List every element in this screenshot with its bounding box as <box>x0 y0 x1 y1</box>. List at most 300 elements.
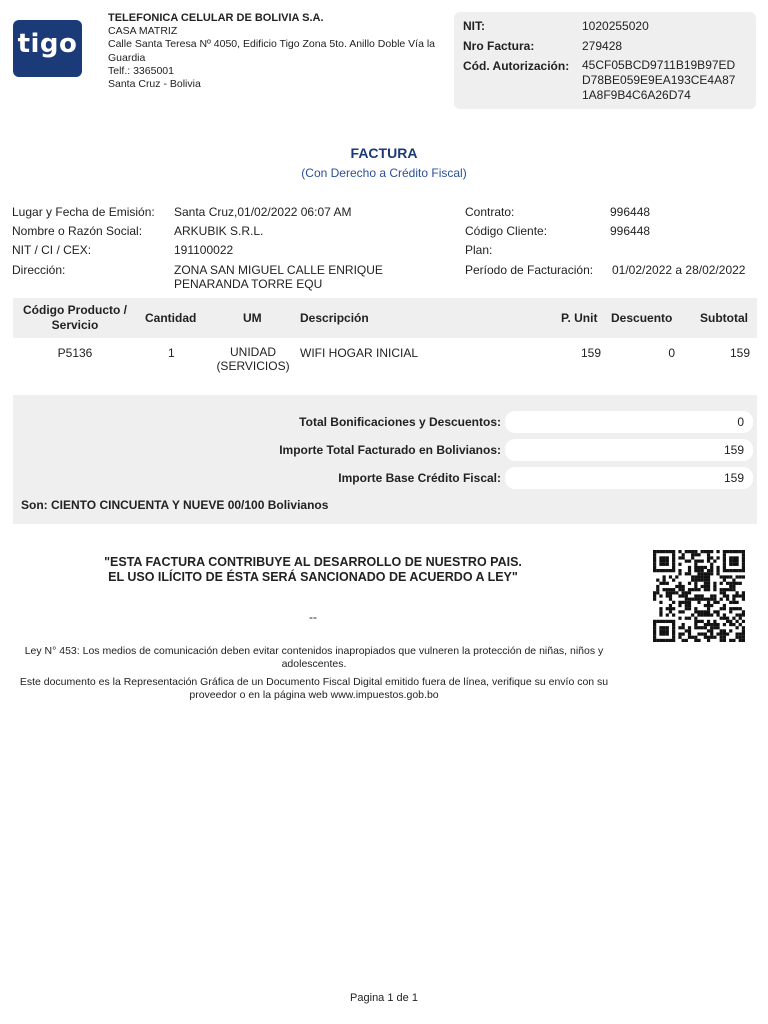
authorization-value: 45CF05BCD9711B19B97ED D78BE059E9EA193CE4A87 1A8F9B4C6A26D74 <box>582 58 736 102</box>
qr-module <box>666 632 669 635</box>
qr-module <box>720 607 723 610</box>
qr-module <box>729 623 732 626</box>
qr-module <box>694 582 697 585</box>
invoice-subtitle: (Con Derecho a Crédito Fiscal) <box>301 166 467 180</box>
qr-module <box>742 550 745 553</box>
qr-module <box>707 585 710 588</box>
qr-module <box>688 566 691 569</box>
qr-module <box>723 553 726 556</box>
qr-module <box>710 566 713 569</box>
qr-module <box>663 629 666 632</box>
qr-module <box>723 575 726 578</box>
qr-module <box>669 604 672 607</box>
qr-module <box>732 598 735 601</box>
qr-module <box>720 588 723 591</box>
qr-module <box>704 550 707 553</box>
qr-module <box>659 632 662 635</box>
qr-module <box>742 560 745 563</box>
qr-module <box>729 550 732 553</box>
qr-module <box>704 613 707 616</box>
qr-module <box>716 569 719 572</box>
qr-module <box>694 566 697 569</box>
qr-module <box>672 591 675 594</box>
qr-module <box>653 598 656 601</box>
qr-module <box>710 598 713 601</box>
qr-module <box>666 591 669 594</box>
qr-module <box>720 575 723 578</box>
qr-module <box>697 566 700 569</box>
qr-module <box>682 556 685 559</box>
qr-module <box>694 550 697 553</box>
qr-module <box>666 569 669 572</box>
qr-module <box>710 613 713 616</box>
qr-module <box>672 560 675 563</box>
qr-module <box>701 575 704 578</box>
qr-module <box>697 639 700 642</box>
qr-module <box>688 601 691 604</box>
qr-module <box>694 639 697 642</box>
qr-module <box>704 575 707 578</box>
qr-module <box>663 632 666 635</box>
qr-module <box>682 594 685 597</box>
qr-module <box>701 572 704 575</box>
qr-module <box>672 639 675 642</box>
qr-module <box>678 636 681 639</box>
qr-module <box>707 620 710 623</box>
qr-module <box>720 636 723 639</box>
qr-module <box>669 569 672 572</box>
qr-module <box>691 579 694 582</box>
totals-section <box>13 395 757 524</box>
qr-module <box>704 585 707 588</box>
qr-module <box>701 632 704 635</box>
qr-module <box>707 629 710 632</box>
qr-module <box>688 604 691 607</box>
legend-line-1: "ESTA FACTURA CONTRIBUYE AL DESARROLLO DE NUESTRO PAIS. <box>104 555 522 569</box>
qr-module <box>701 560 704 563</box>
qr-module <box>694 588 697 591</box>
qr-module <box>713 598 716 601</box>
total-value: 159 <box>723 443 744 457</box>
qr-module <box>729 560 732 563</box>
qr-module <box>716 626 719 629</box>
qr-module <box>672 569 675 572</box>
qr-module <box>691 598 694 601</box>
qr-module <box>716 632 719 635</box>
qr-module <box>713 601 716 604</box>
qr-module <box>723 560 726 563</box>
qr-module <box>742 620 745 623</box>
col-qty-header: Cantidad <box>145 311 197 325</box>
qr-module <box>688 629 691 632</box>
col-subtotal-header: Subtotal <box>700 311 748 325</box>
qr-module <box>742 610 745 613</box>
invoice-number-value: 279428 <box>582 39 623 53</box>
tax-base-box <box>505 467 753 489</box>
qr-module <box>742 629 745 632</box>
qr-module <box>672 607 675 610</box>
qr-module <box>678 594 681 597</box>
qr-module <box>742 613 745 616</box>
qr-module <box>729 639 732 642</box>
qr-module <box>707 556 710 559</box>
discounts-box <box>505 411 753 433</box>
qr-module <box>729 607 732 610</box>
qr-module <box>735 632 738 635</box>
qr-module <box>691 636 694 639</box>
qr-module <box>704 623 707 626</box>
qr-module <box>729 629 732 632</box>
qr-module <box>666 639 669 642</box>
qr-module <box>710 604 713 607</box>
qr-module <box>678 550 681 553</box>
qr-module <box>701 566 704 569</box>
qr-module <box>697 575 700 578</box>
qr-module <box>707 579 710 582</box>
qr-module <box>697 594 700 597</box>
qr-module <box>672 613 675 616</box>
qr-module <box>716 623 719 626</box>
qr-module <box>723 604 726 607</box>
qr-module <box>701 579 704 582</box>
qr-module <box>713 585 716 588</box>
company-address: Calle Santa Teresa Nº 4050, Edificio Tigo Zona 5to. Anillo Doble Vía la Guardia <box>108 38 436 64</box>
law-note: Ley N° 453: Los medios de comunicación deben evitar contenidos inapropiados que vulneren la protección de niñas, niños y adolescentes. <box>24 645 604 670</box>
qr-module <box>704 636 707 639</box>
qr-module <box>704 610 707 613</box>
qr-module <box>697 598 700 601</box>
qr-module <box>682 588 685 591</box>
customer-nit-value: 191100022 <box>174 243 234 257</box>
qr-module <box>659 639 662 642</box>
row-discount: 0 <box>668 346 675 360</box>
qr-module <box>697 601 700 604</box>
qr-module <box>701 620 704 623</box>
company-info <box>108 12 448 91</box>
qr-module <box>659 594 662 597</box>
qr-module <box>739 613 742 616</box>
qr-module <box>685 560 688 563</box>
qr-module <box>672 601 675 604</box>
qr-module <box>713 623 716 626</box>
qr-module <box>726 582 729 585</box>
qr-module <box>685 591 688 594</box>
qr-module <box>672 623 675 626</box>
qr-module <box>742 575 745 578</box>
qr-module <box>666 563 669 566</box>
qr-module <box>685 572 688 575</box>
row-subtotal: 159 <box>729 346 750 360</box>
qr-module <box>723 550 726 553</box>
qr-module <box>678 632 681 635</box>
qr-module <box>742 566 745 569</box>
invoice-number-label: Nro Factura: <box>463 39 535 53</box>
qr-module <box>672 636 675 639</box>
qr-module <box>697 553 700 556</box>
amount-in-words: Son: CIENTO CINCUENTA Y NUEVE 00/100 Bolivianos <box>21 498 329 512</box>
contract-value: 996448 <box>610 205 651 219</box>
qr-module <box>704 582 707 585</box>
qr-module <box>694 560 697 563</box>
qr-module <box>720 598 723 601</box>
qr-module <box>729 575 732 578</box>
qr-module <box>688 626 691 629</box>
qr-module <box>688 588 691 591</box>
qr-module <box>682 553 685 556</box>
tax-base-value: 159 <box>723 471 744 485</box>
qr-module <box>720 591 723 594</box>
qr-module <box>704 572 707 575</box>
qr-module <box>729 585 732 588</box>
qr-module <box>713 626 716 629</box>
qr-module <box>685 550 688 553</box>
qr-module <box>732 579 735 582</box>
qr-module <box>653 550 656 553</box>
qr-module <box>716 572 719 575</box>
qr-module <box>707 601 710 604</box>
qr-module <box>685 604 688 607</box>
qr-module <box>707 582 710 585</box>
qr-module <box>669 594 672 597</box>
qr-module <box>710 632 713 635</box>
qr-module <box>739 569 742 572</box>
qr-module <box>739 550 742 553</box>
qr-module <box>739 639 742 642</box>
qr-module <box>723 588 726 591</box>
qr-module <box>694 636 697 639</box>
qr-module <box>726 569 729 572</box>
qr-module <box>732 607 735 610</box>
qr-module <box>742 594 745 597</box>
qr-module <box>732 594 735 597</box>
qr-module <box>685 607 688 610</box>
qr-module <box>707 550 710 553</box>
qr-module <box>739 575 742 578</box>
qr-module <box>735 626 738 629</box>
qr-module <box>707 636 710 639</box>
qr-module <box>672 566 675 569</box>
qr-module <box>735 591 738 594</box>
place-date-label: Lugar y Fecha de Emisión: <box>12 205 155 219</box>
qr-module <box>704 632 707 635</box>
qr-module <box>701 585 704 588</box>
qr-module <box>669 591 672 594</box>
qr-module <box>735 613 738 616</box>
customer-name-label: Nombre o Razón Social: <box>12 224 143 238</box>
qr-module <box>701 598 704 601</box>
qr-module <box>710 572 713 575</box>
qr-module <box>678 617 681 620</box>
qr-module <box>682 626 685 629</box>
qr-module <box>720 632 723 635</box>
qr-module <box>685 594 688 597</box>
qr-module <box>678 601 681 604</box>
qr-module <box>694 598 697 601</box>
qr-module <box>707 604 710 607</box>
tigo-logo <box>13 20 82 77</box>
qr-module <box>726 620 729 623</box>
qr-module <box>739 636 742 639</box>
qr-module <box>710 569 713 572</box>
qr-module <box>694 607 697 610</box>
qr-module <box>682 601 685 604</box>
qr-module <box>701 610 704 613</box>
qr-module <box>697 569 700 572</box>
qr-module <box>735 575 738 578</box>
qr-module <box>659 620 662 623</box>
qr-module <box>732 639 735 642</box>
qr-module <box>707 639 710 642</box>
qr-module <box>713 582 716 585</box>
qr-module <box>723 629 726 632</box>
qr-module <box>697 588 700 591</box>
qr-module <box>659 613 662 616</box>
qr-module <box>716 556 719 559</box>
qr-module <box>672 632 675 635</box>
qr-module <box>723 563 726 566</box>
legal-legend <box>0 555 626 585</box>
qr-module <box>659 563 662 566</box>
customer-nit-label: NIT / CI / CEX: <box>12 243 92 257</box>
qr-module <box>672 629 675 632</box>
qr-module <box>735 563 738 566</box>
qr-module <box>716 610 719 613</box>
qr-module <box>707 623 710 626</box>
qr-module <box>688 582 691 585</box>
qr-module <box>682 623 685 626</box>
qr-module <box>663 639 666 642</box>
qr-module <box>659 601 662 604</box>
qr-module <box>663 588 666 591</box>
qr-module <box>729 588 732 591</box>
qr-module <box>742 639 745 642</box>
qr-module <box>659 569 662 572</box>
qr-module <box>720 582 723 585</box>
qr-module <box>726 632 729 635</box>
qr-module <box>729 563 732 566</box>
qr-module <box>726 550 729 553</box>
customer-address-value: ZONA SAN MIGUEL CALLE ENRIQUE PENARANDA TORRE EQU <box>174 263 383 291</box>
qr-module <box>739 594 742 597</box>
qr-module <box>666 588 669 591</box>
qr-module <box>735 607 738 610</box>
qr-module <box>726 594 729 597</box>
qr-module <box>694 569 697 572</box>
qr-module <box>678 626 681 629</box>
qr-module <box>707 607 710 610</box>
qr-module <box>682 591 685 594</box>
qr-module <box>691 553 694 556</box>
qr-module <box>656 569 659 572</box>
qr-module <box>669 588 672 591</box>
qr-module <box>732 623 735 626</box>
qr-module <box>653 563 656 566</box>
page-number: Pagina 1 de 1 <box>350 992 418 1004</box>
total-box <box>505 439 753 461</box>
qr-module <box>739 617 742 620</box>
qr-module <box>678 569 681 572</box>
qr-module <box>656 620 659 623</box>
tax-base-label: Importe Base Crédito Fiscal: <box>338 471 501 485</box>
qr-module <box>675 575 678 578</box>
qr-module <box>659 626 662 629</box>
qr-module <box>716 613 719 616</box>
qr-module <box>663 550 666 553</box>
qr-module <box>707 588 710 591</box>
qr-module <box>666 556 669 559</box>
qr-module <box>666 620 669 623</box>
qr-module <box>682 639 685 642</box>
authorization-label: Cód. Autorización: <box>463 59 570 73</box>
qr-module <box>723 632 726 635</box>
qr-module <box>707 610 710 613</box>
qr-module <box>685 601 688 604</box>
qr-module <box>688 550 691 553</box>
qr-module <box>666 582 669 585</box>
customer-name-value: ARKUBIK S.R.L. <box>174 224 264 238</box>
qr-module <box>704 604 707 607</box>
qr-module <box>732 550 735 553</box>
qr-module <box>666 594 669 597</box>
qr-module <box>742 598 745 601</box>
qr-module <box>659 556 662 559</box>
qr-module <box>716 566 719 569</box>
qr-module <box>726 588 729 591</box>
qr-module <box>688 598 691 601</box>
qr-module <box>691 575 694 578</box>
qr-module <box>666 626 669 629</box>
qr-module <box>663 579 666 582</box>
qr-module <box>726 617 729 620</box>
qr-module <box>710 556 713 559</box>
qr-module <box>735 556 738 559</box>
qr-module <box>701 594 704 597</box>
qr-module <box>729 569 732 572</box>
qr-module <box>726 575 729 578</box>
qr-module <box>678 585 681 588</box>
qr-module <box>666 607 669 610</box>
qr-module <box>675 591 678 594</box>
qr-module <box>688 569 691 572</box>
qr-module <box>666 629 669 632</box>
qr-module <box>707 553 710 556</box>
items-table-header <box>13 298 757 338</box>
qr-module <box>732 582 735 585</box>
qr-module <box>672 620 675 623</box>
qr-module <box>723 623 726 626</box>
qr-module <box>729 556 732 559</box>
nit-box <box>454 12 756 109</box>
qr-module <box>710 623 713 626</box>
qr-module <box>659 629 662 632</box>
legend-dash: -- <box>309 610 317 624</box>
qr-module <box>663 556 666 559</box>
qr-module <box>735 582 738 585</box>
qr-module <box>739 632 742 635</box>
qr-module <box>742 563 745 566</box>
qr-module <box>672 626 675 629</box>
qr-module <box>739 623 742 626</box>
qr-module <box>723 556 726 559</box>
qr-module <box>723 639 726 642</box>
col-unit-header: P. Unit <box>561 311 598 325</box>
qr-module <box>659 582 662 585</box>
qr-module <box>656 591 659 594</box>
qr-module <box>704 626 707 629</box>
qr-module <box>720 617 723 620</box>
row-qty: 1 <box>168 346 175 360</box>
qr-module <box>685 639 688 642</box>
